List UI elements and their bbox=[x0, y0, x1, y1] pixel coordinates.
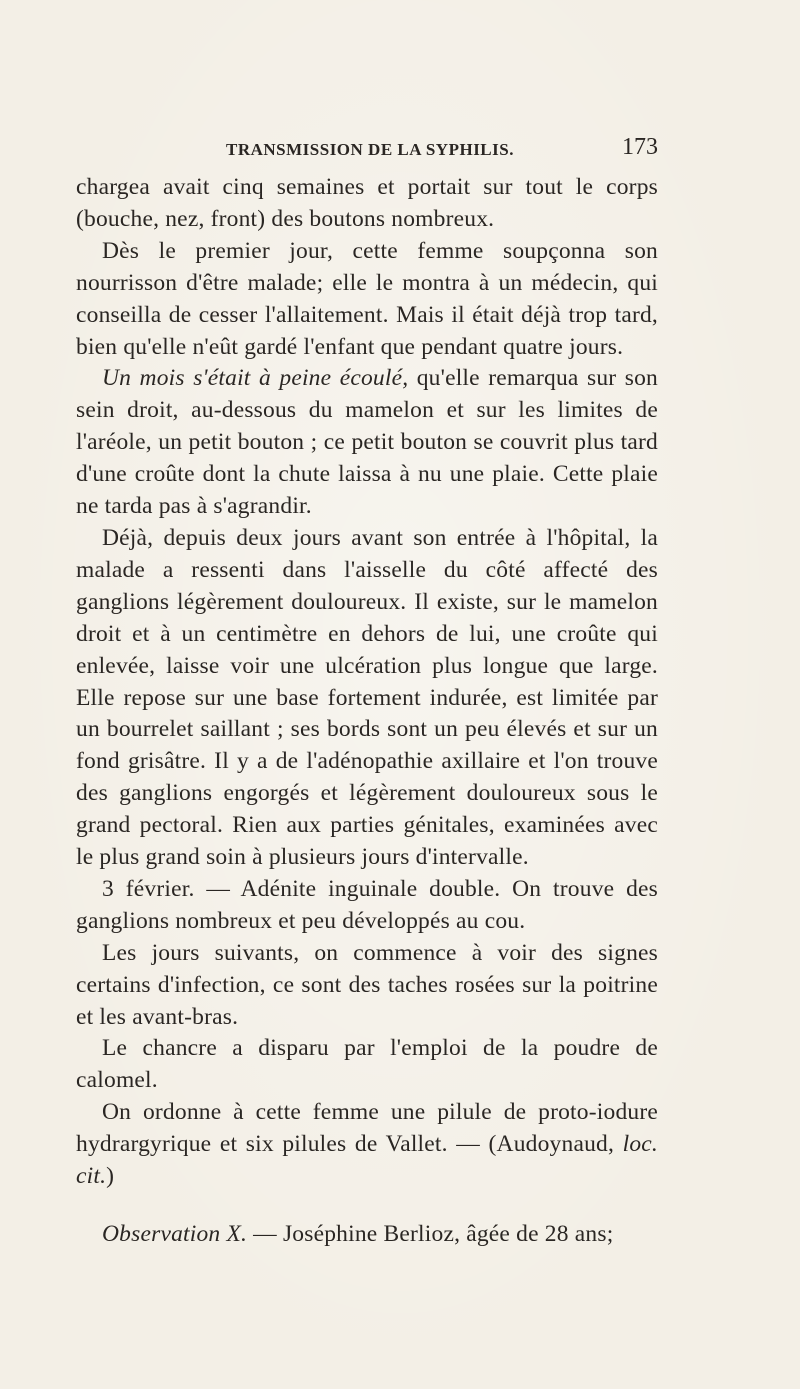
paragraph-text: qu'elle remarqua sur son sein droit, au-dessous du mamelon et sur les limites de l'aréole, un petit bouton ; ce petit bouton se couvrit plus tard d'une croûte dont la chute laissa à nu une plaie. Cette plaie ne tarda pas à s'agrandir. bbox=[76, 365, 658, 520]
paragraph-text: ) bbox=[106, 1163, 115, 1190]
body-text bbox=[76, 172, 658, 1251]
citation-italic: loc. cit. bbox=[76, 1131, 658, 1190]
italic-phrase: Un mois s'était à peine écoulé, bbox=[102, 365, 409, 392]
paragraph: Dès le premier jour, cette femme soupçonna son nourrisson d'être malade; elle le montra à un médecin, qui conseilla de cesser l'allaitement. Mais il était déjà trop tard, bien qu'elle n'eût gardé l'enfant que pendant quatre jours. bbox=[76, 237, 658, 360]
paragraph: Déjà, depuis deux jours avant son entrée à l'hôpital, la malade a ressenti dans l'aisselle du côté affecté des ganglions légèrement douloureux. Il existe, sur le mamelon droit et à un centimètre en dehors de lui, une croûte qui enlevée, laisse voir une ulcération plus longue que large. Elle repose sur une base fortement indurée, est limitée par un bourrelet saillant ; ses bords sont un peu élevés et sur un fond grisâtre. Il y a de l'adénopathie axillaire et l'on trouve des ganglions engorgés et légèrement douloureux sous le grand pectoral. Rien aux parties génitales, examinées avec le plus grand soin à plusieurs jours d'intervalle. bbox=[76, 524, 658, 871]
observation-heading bbox=[76, 1219, 658, 1251]
paragraph-continuation: chargea avait cinq semaines et portait sur tout le corps (bouche, nez, front) des boutons nombreux. bbox=[76, 174, 658, 232]
observation-label: Observation X. bbox=[102, 1221, 248, 1247]
paragraph: 3 février. — Adénite inguinale double. On trouve des ganglions nombreux et peu développés au cou. bbox=[76, 875, 658, 934]
running-title: TRANSMISSION DE LA SYPHILIS. bbox=[226, 140, 514, 159]
paragraph: Le chancre a disparu par l'emploi de la poudre de calomel. bbox=[76, 1035, 658, 1094]
page-number: 173 bbox=[622, 134, 658, 160]
paragraph bbox=[76, 1097, 658, 1193]
page-header bbox=[76, 132, 658, 168]
observation-text: — Joséphine Berlioz, âgée de 28 ans; bbox=[247, 1221, 614, 1247]
paragraph bbox=[76, 363, 658, 523]
paragraph: Les jours suivants, on commence à voir des signes certains d'infection, ce sont des taches rosées sur la poitrine et les avant-bras. bbox=[76, 939, 658, 1030]
paragraph-text: On ordonne à cette femme une pilule de proto-iodure hydrargyrique et six pilules de Vallet. — (Audoynaud, bbox=[76, 1099, 658, 1158]
